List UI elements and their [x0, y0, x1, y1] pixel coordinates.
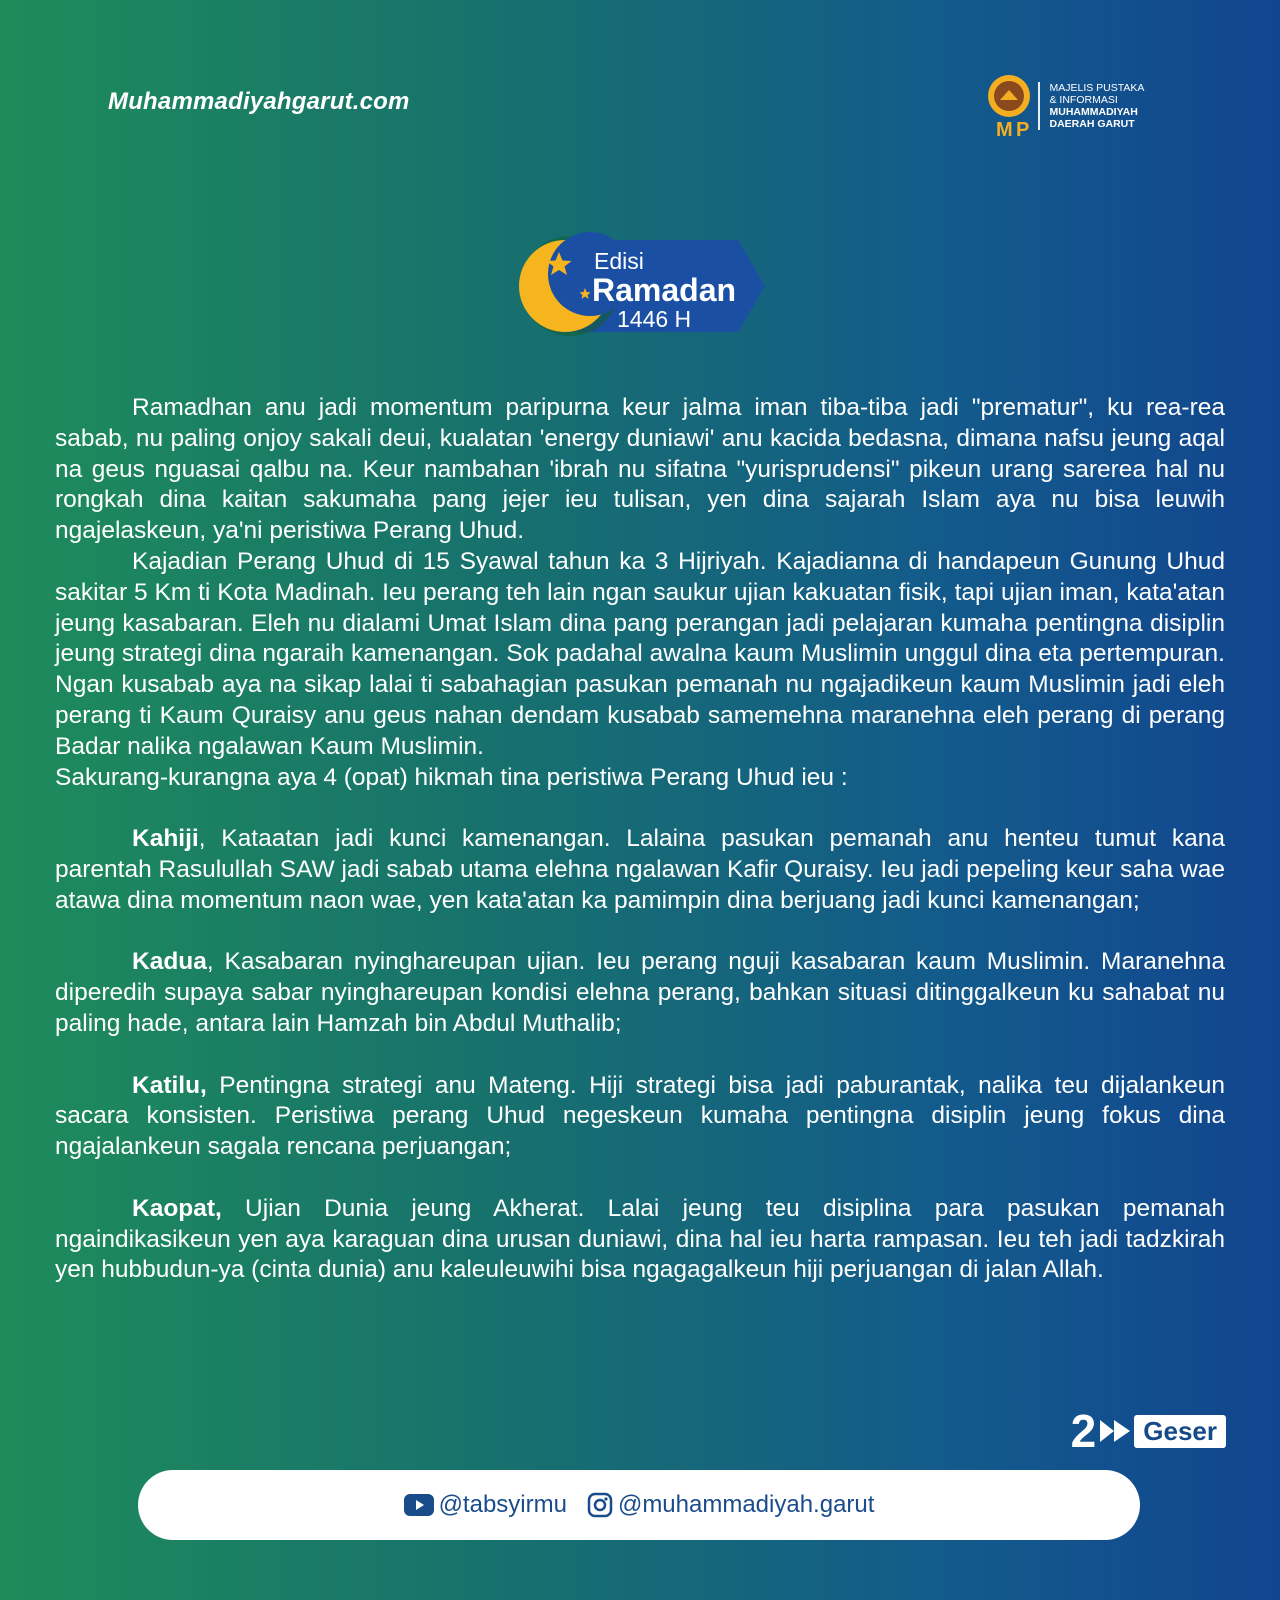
instagram-handle: @muhammadiyah.garut: [617, 1491, 875, 1518]
instagram-icon: [587, 1492, 613, 1518]
paragraph-hikmah-intro: Sakurang-kurangna aya 4 (opat) hikmah tina peristiwa Perang Uhud ieu :: [55, 763, 848, 791]
ramadan-edition-badge: [510, 232, 770, 347]
social-bar: [138, 1470, 1140, 1540]
page-number: 2: [1070, 1405, 1097, 1457]
badge-edisi: Edisi: [594, 248, 644, 274]
double-arrow-right-icon: [1098, 1417, 1132, 1445]
article-body: [55, 393, 1225, 1286]
org-line-3: MUHAMMADIYAH: [1049, 106, 1138, 118]
badge-year: 1446 H: [617, 306, 692, 332]
org-line-4: DAERAH GARUT: [1049, 118, 1135, 130]
badge-title: Ramadan: [592, 272, 737, 308]
youtube-link[interactable]: [404, 1491, 567, 1519]
svg-text:P: P: [1016, 119, 1030, 141]
hikmah-text: Ujian Dunia jeung Akherat. Lalai jeung teu disiplina para pasukan pemanah ngaindikasikeun yen aya karaguan dina urusan duniawi, dina hal ieu harta rampasan. Ieu teh jadi tadzkirah yen hubbudun-ya (cinta dunia) anu kaleuleuwihi bisa ngagagalkeun hiji perjuangan di jalan Allah.: [55, 1194, 1225, 1284]
site-url[interactable]: Muhammadiyahgarut.com: [108, 88, 410, 115]
org-line-2: & INFORMASI: [1049, 94, 1118, 106]
geser-next-button[interactable]: Geser: [1134, 1415, 1226, 1448]
youtube-icon: [404, 1494, 434, 1516]
hikmah-label: Katilu,: [132, 1071, 207, 1099]
mpi-emblem-icon: [986, 70, 1032, 142]
org-name: [1050, 82, 1145, 130]
hikmah-text: , Kasabaran nyinghareupan ujian. Ieu perang nguji kasabaran kaum Muslimin. Maranehna diperedih supaya sabar nyinghareupan kondisi elehna perang, bahkan situasi ditinggalkeun ku sahabat nu paling hade, antara lain Hamzah bin Abdul Muthalib;: [55, 948, 1225, 1037]
org-divider: [1038, 82, 1040, 130]
paragraph-uhud: Kajadian Perang Uhud di 15 Syawal tahun ka 3 Hijriyah. Kajadianna di handapeun Gunung Uhud sakitar 5 Km ti Kota Madinah. Ieu perang teh lain ngan saukur ujian kakuatan fisik, tapi ujian iman, kata'atan jeung kasabaran. Eleh nu dialami Umat Islam dina pang perangan jadi pelajaran kumaha pentingna disiplin jeung strategi dina ngaraih kamenangan. Sok padahal awalna kaum Muslimin unggul dina eta pertempuran. Ngan kusabab aya na sikap lalai ti sabahagian pasukan pemanah nu ngajadikeun kaum Muslimin jadi eleh perang ti Kaum Quraisy anu geus nahan dendam kusabab samemehna maranehna eleh perang di perang Badar nalika ngalawan Kaum Muslimin.: [55, 547, 1225, 760]
hikmah-label: Kaopat,: [132, 1194, 222, 1222]
hikmah-label: Kadua: [132, 948, 207, 976]
hikmah-item-1: [55, 824, 1225, 916]
hikmah-text: Pentingna strategi anu Mateng. Hiji strategi bisa jadi paburantak, nalika teu dijalankeun sacara konsisten. Peristiwa perang Uhud negeskeun kumaha pentingna disiplin jeung fokus dina ngajalankeun sagala rencana perjuangan;: [55, 1071, 1225, 1161]
paragraph-intro: Ramadhan anu jadi momentum paripurna keur jalma iman tiba-tiba jadi "prematur", ku rea-rea sabab, nu paling onjoy sakali deui, kualatan 'energy duniawi' anu kacida bedasna, dimana nafsu jeung aqal na geus nguasai qalbu na. Keur nambahan 'ibrah nu sifatna "yurisprudensi" pikeun urang sarerea hal nu rongkah dina kaitan sakumaha pang jejer ieu tulisan, yen dina sajarah Islam aya nu bisa leuwih ngajelaskeun, ya'ni peristiwa Perang Uhud.: [55, 394, 1225, 545]
org-logo: [986, 70, 1144, 142]
hikmah-item-4: [55, 1194, 1225, 1286]
instagram-link[interactable]: [587, 1491, 874, 1519]
svg-text:M: M: [996, 119, 1013, 141]
hikmah-item-2: [55, 947, 1225, 1039]
hikmah-item-3: [55, 1071, 1225, 1163]
org-line-1: MAJELIS PUSTAKA: [1049, 82, 1145, 94]
hikmah-text: , Kataatan jadi kunci kamenangan. Lalaina pasukan pemanah anu henteu tumut kana parentah Rasulullah SAW jadi sabab utama elehna ngalawan Kafir Quraisy. Ieu jadi pepeling keur saha wae atawa dina momentum naon wae, yen kata'atan ka pamimpin dina berjuang jadi kunci kamenangan;: [55, 825, 1225, 914]
hikmah-label: Kahiji: [132, 825, 199, 853]
pager: [1070, 1405, 1226, 1457]
youtube-handle: @tabsyirmu: [438, 1491, 567, 1518]
